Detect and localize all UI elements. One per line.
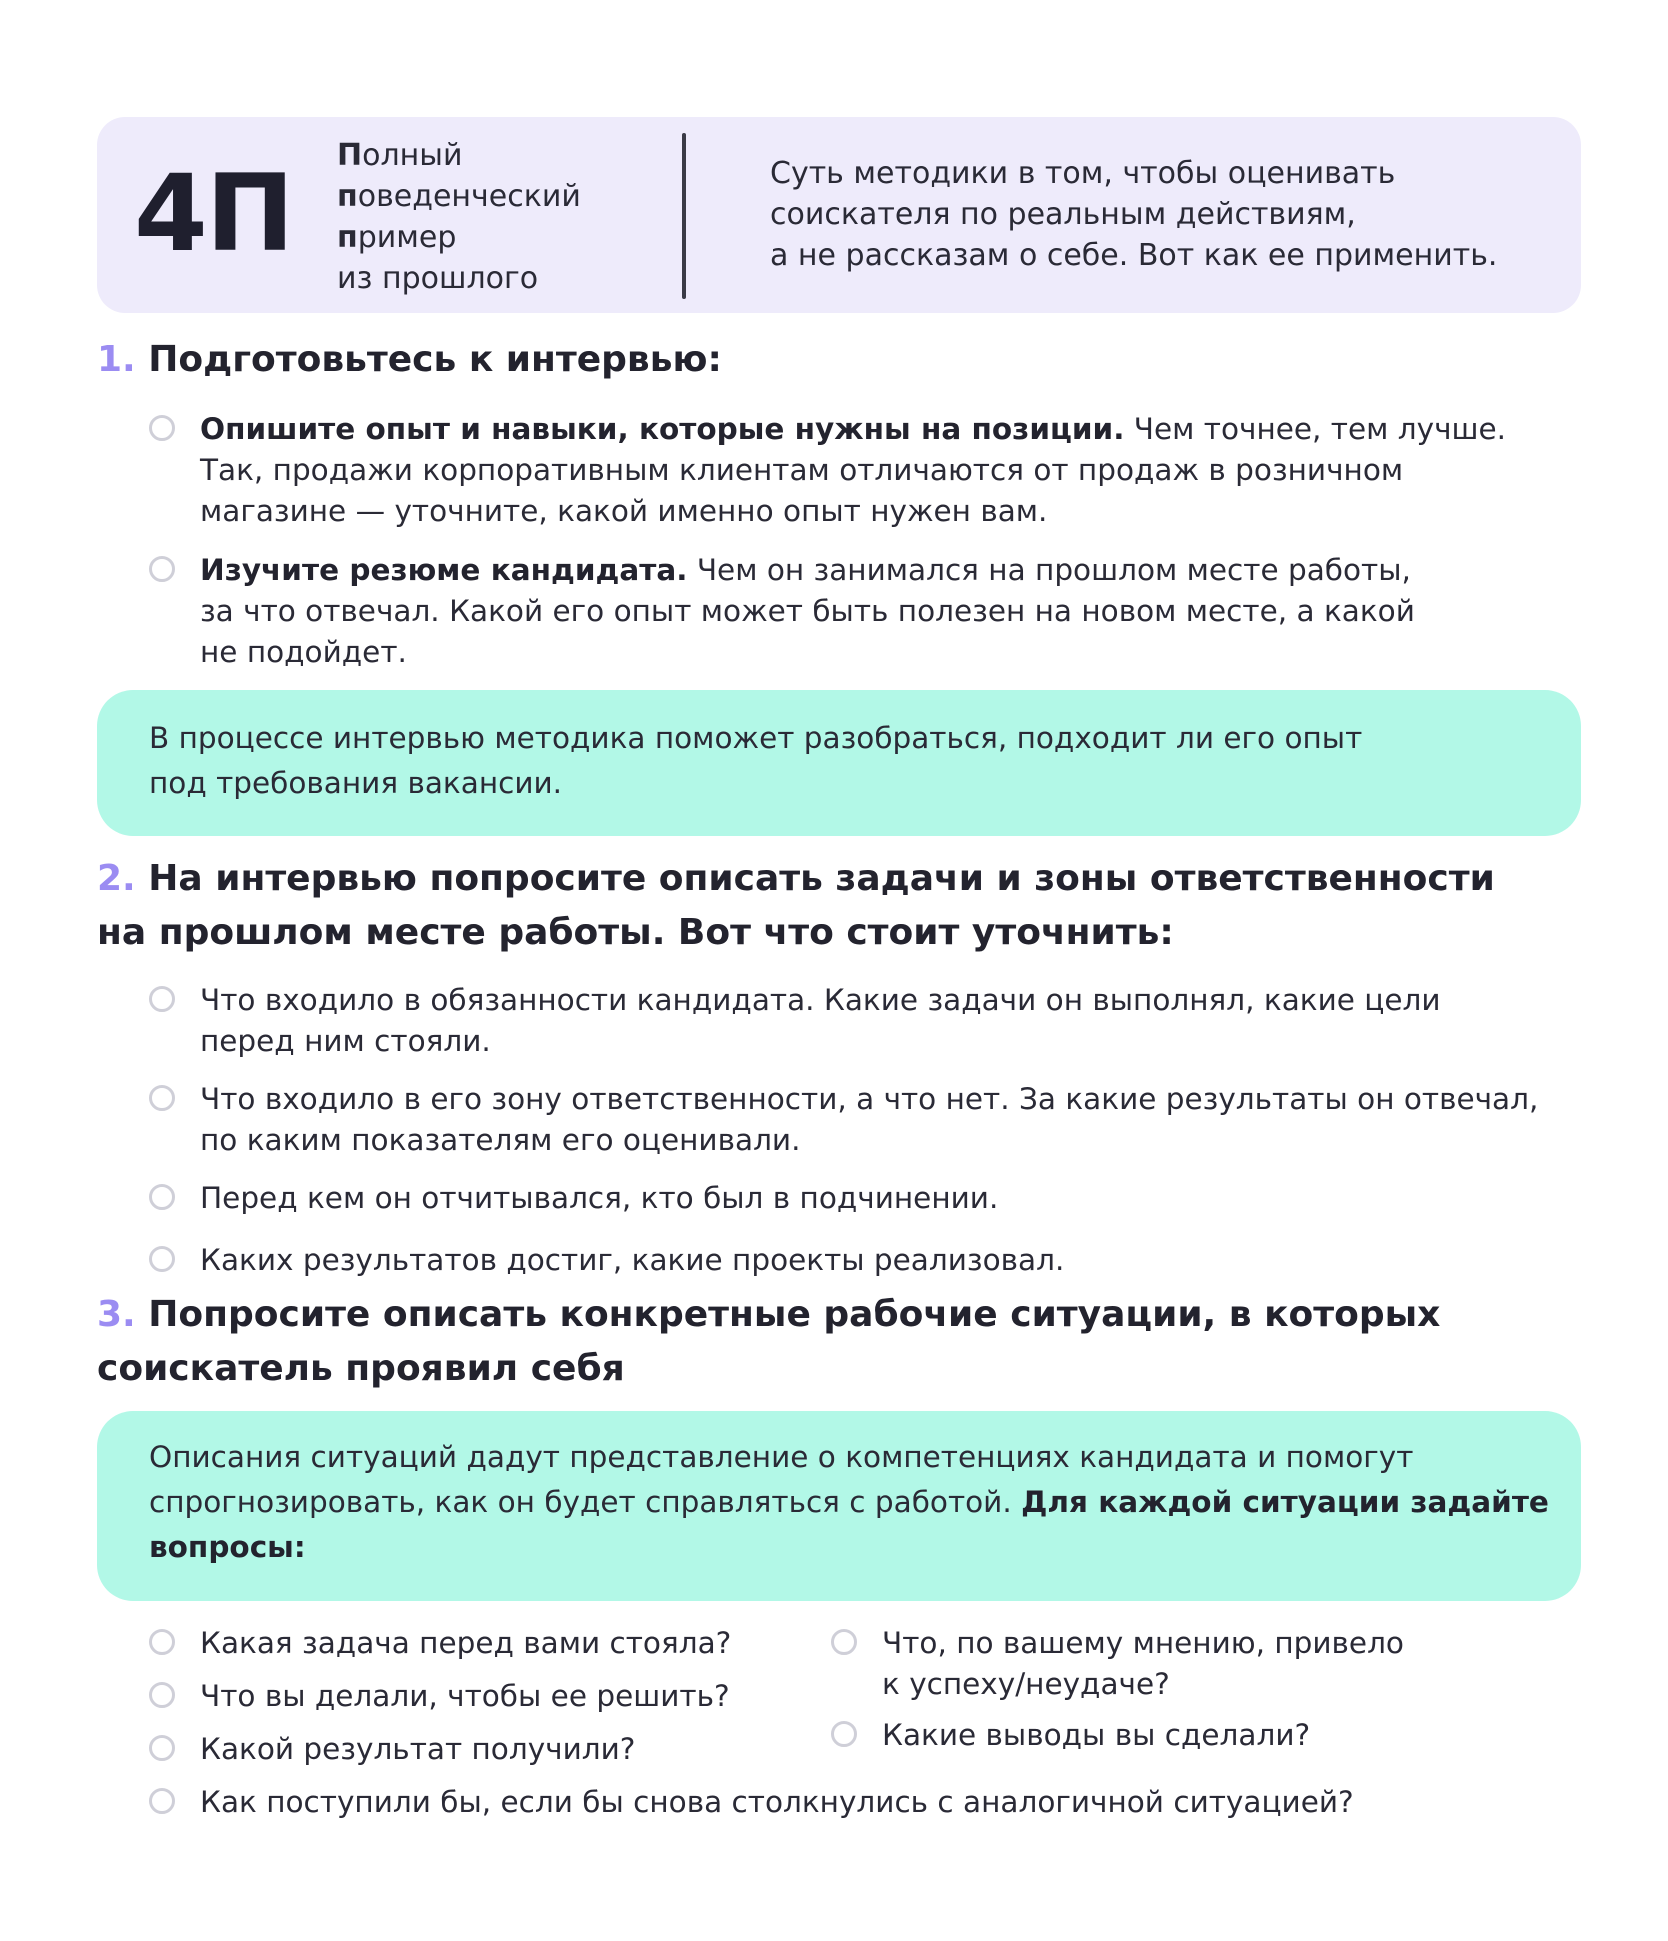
acronym-word: олный — [362, 138, 463, 173]
questions-left-column — [149, 1623, 831, 1770]
acronym-letter: п — [337, 220, 358, 255]
description-line: соискателя по реальным действиям, — [770, 197, 1356, 232]
section-1-callout — [97, 690, 1581, 836]
item-lead: Опишите опыт и навыки, которые нужны на позиции. — [200, 412, 1125, 446]
item-text: Чем он занимался на прошлом месте работы, — [687, 553, 1411, 587]
item-text: Перед кем он отчитывался, кто был в подчинении. — [200, 1181, 999, 1215]
list-item — [149, 1178, 1581, 1219]
item-text: Чем точнее, тем лучше. — [1124, 412, 1507, 446]
acronym-line — [337, 176, 581, 217]
question-text: Что вы делали, чтобы ее решить? — [200, 1679, 730, 1713]
list-item — [149, 409, 1581, 532]
section-3-callout — [97, 1411, 1581, 1601]
section-title: на прошлом месте работы. Вот что стоит уточнить: — [97, 912, 1174, 953]
section-number: 3. — [97, 1294, 136, 1335]
bullet-circle-icon — [149, 1085, 175, 1111]
bullet-circle-icon — [149, 1246, 175, 1272]
intro-card — [97, 117, 1581, 313]
callout-line: В процессе интервью методика поможет разобраться, подходит ли его опыт — [149, 721, 1363, 755]
bullet-circle-icon — [149, 1184, 175, 1210]
vertical-divider — [682, 133, 686, 299]
question-text: к успеху/неудаче? — [882, 1667, 1170, 1701]
question-text: Какой результат получили? — [200, 1732, 636, 1766]
question-text: Какая задача перед вами стояла? — [200, 1626, 732, 1660]
callout-text: спрогнозировать, как он будет справляться с работой. — [149, 1485, 1022, 1519]
item-text: магазине — уточните, какой именно опыт нужен вам. — [200, 494, 1048, 528]
section-1-list — [97, 409, 1581, 673]
question-item — [831, 1715, 1404, 1756]
list-item — [149, 1079, 1581, 1161]
item-text: Что входило в обязанности кандидата. Какие задачи он выполнял, какие цели — [200, 983, 1441, 1017]
question-item — [149, 1729, 831, 1770]
callout-line — [149, 1480, 1581, 1525]
questions-last — [97, 1782, 1581, 1823]
callout-line: Описания ситуаций дадут представление о компетенциях кандидата и помогут — [149, 1440, 1414, 1474]
callout-line — [149, 1525, 1581, 1570]
acronym-line — [337, 135, 581, 176]
section-1-heading — [97, 333, 1581, 387]
method-title: 4П — [134, 152, 293, 275]
bullet-circle-icon — [149, 1788, 175, 1814]
section-title: Подготовьтесь к интервью: — [148, 339, 722, 380]
page — [97, 117, 1581, 1823]
bullet-circle-icon — [149, 986, 175, 1012]
question-item — [831, 1623, 1404, 1705]
section-2-heading — [97, 852, 1581, 960]
section-title: Попросите описать конкретные рабочие ситуации, в которых — [135, 1294, 1441, 1335]
section-title: На интервью попросите описать задачи и зоны ответственности — [135, 858, 1495, 899]
item-text: по каким показателям его оценивали. — [200, 1123, 801, 1157]
bullet-circle-icon — [149, 556, 175, 582]
bullet-circle-icon — [831, 1721, 857, 1747]
question-item — [149, 1676, 831, 1717]
item-text: Каких результатов достиг, какие проекты реализовал. — [200, 1243, 1065, 1277]
method-description — [770, 153, 1530, 276]
method-acronym-decoding — [337, 135, 581, 299]
acronym-letter: п — [337, 179, 358, 214]
question-item — [149, 1623, 831, 1664]
questions-right-column — [831, 1623, 1404, 1770]
description-line: Суть методики в том, чтобы оценивать — [770, 156, 1396, 191]
callout-emphasis: Для каждой ситуации задайте — [1021, 1485, 1549, 1519]
bullet-circle-icon — [149, 1629, 175, 1655]
item-text: Что входило в его зону ответственности, а что нет. За какие результаты он отвечал, — [200, 1082, 1539, 1116]
item-lead: Изучите резюме кандидата. — [200, 553, 688, 587]
acronym-word: из прошлого — [337, 261, 539, 296]
callout-emphasis: вопросы: — [149, 1530, 306, 1564]
section-3-heading — [97, 1288, 1581, 1396]
acronym-word: оведенческий — [357, 179, 581, 214]
list-item — [149, 550, 1581, 673]
question-text: Как поступили бы, если бы снова столкнулись с аналогичной ситуацией? — [200, 1785, 1354, 1819]
questions-grid — [97, 1623, 1581, 1770]
acronym-line — [337, 217, 581, 258]
list-item — [149, 1240, 1581, 1281]
bullet-circle-icon — [831, 1629, 857, 1655]
callout-line: под требования вакансии. — [149, 766, 563, 800]
bullet-circle-icon — [149, 415, 175, 441]
item-text: Так, продажи корпоративным клиентам отличаются от продаж в розничном — [200, 453, 1404, 487]
question-item — [149, 1782, 1581, 1823]
section-number: 2. — [97, 858, 136, 899]
item-text: не подойдет. — [200, 635, 407, 669]
description-line: а не рассказам о себе. Вот как ее применить. — [770, 238, 1498, 273]
section-number: 1. — [97, 339, 136, 380]
question-text: Что, по вашему мнению, привело — [882, 1626, 1404, 1660]
item-text: за что отвечал. Какой его опыт может быть полезен на новом месте, а какой — [200, 594, 1415, 628]
acronym-letter: П — [337, 138, 363, 173]
bullet-circle-icon — [149, 1682, 175, 1708]
item-text: перед ним стояли. — [200, 1024, 491, 1058]
section-2-list — [97, 980, 1581, 1281]
section-title: соискатель проявил себя — [97, 1348, 625, 1389]
list-item — [149, 980, 1581, 1062]
question-text: Какие выводы вы сделали? — [882, 1718, 1311, 1752]
acronym-line — [337, 258, 581, 299]
bullet-circle-icon — [149, 1735, 175, 1761]
acronym-word: ример — [357, 220, 457, 255]
